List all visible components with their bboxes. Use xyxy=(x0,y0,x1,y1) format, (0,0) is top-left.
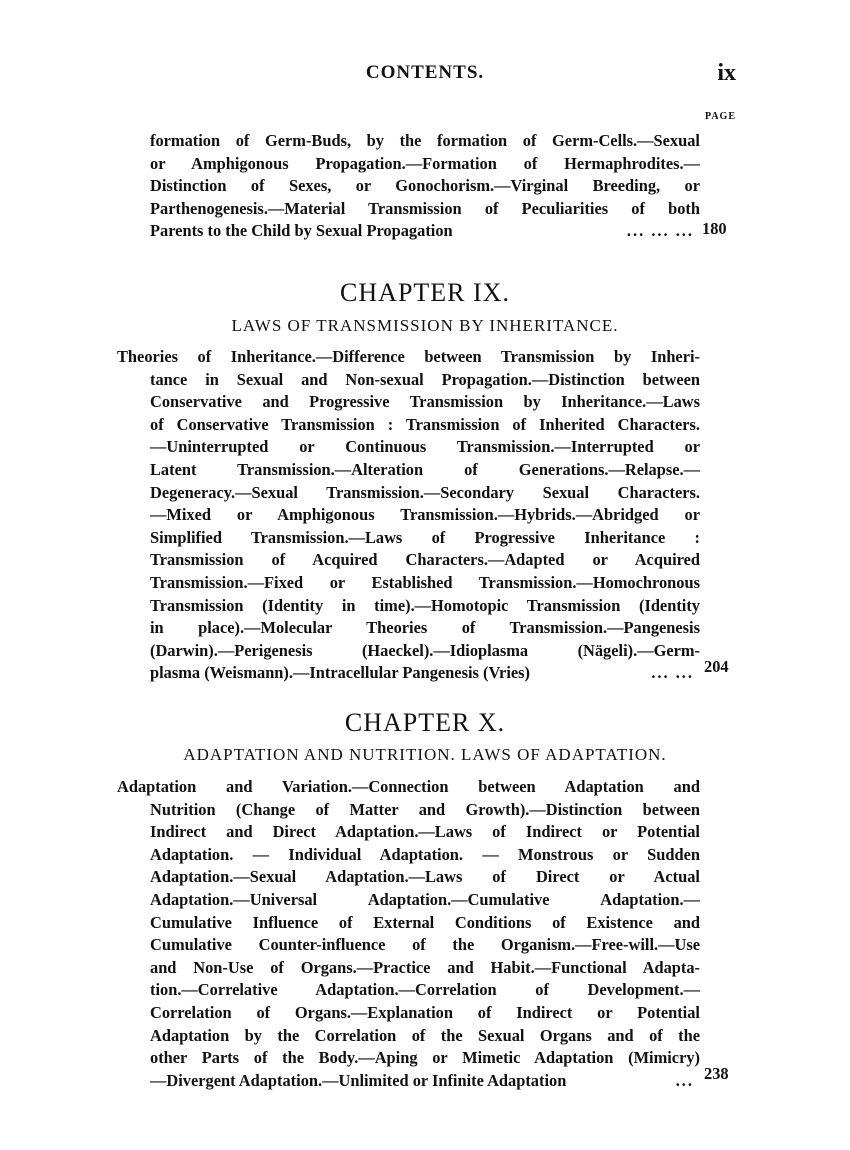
entry-line: Cumulative Counter-influence of the Organism.—Free-will.—Use xyxy=(150,935,700,955)
entry-line: Adaptation by the Correlation of the Sexual Organs and of the xyxy=(150,1025,700,1045)
leader-dots: ... xyxy=(675,1070,694,1090)
entry-line: Correlation of Organs.—Explanation of Indirect or Potential xyxy=(150,1002,700,1022)
entry-line: other Parts of the Body.—Aping or Mimetic Adaptation (Mimicry) xyxy=(150,1048,700,1068)
entry-line: Transmission of Acquired Characters.—Adapted or Acquired xyxy=(150,550,700,570)
entry-line: plasma (Weismann).—Intracellular Pangenesis (Vries) xyxy=(150,663,531,683)
page-reference: 180 xyxy=(702,219,727,238)
page-column-label: PAGE xyxy=(704,111,736,122)
entry-line: Degeneracy.—Sexual Transmission.—Secondary Sexual Characters. xyxy=(150,482,700,502)
entry-line: Adaptation.—Universal Adaptation.—Cumulative Adaptation.— xyxy=(150,889,700,909)
entry-line: tance in Sexual and Non-sexual Propagation.—Distinction between xyxy=(150,369,700,389)
entry-line: Indirect and Direct Adaptation.—Laws of Indirect or Potential xyxy=(150,822,700,842)
contents-entry-chapter-ix xyxy=(117,346,700,685)
chapter-heading: CHAPTER X. xyxy=(344,708,506,737)
entry-line: (Darwin).—Perigenesis (Haeckel).—Idioplasma (Nägeli).—Germ- xyxy=(150,640,700,660)
entry-line: Distinction of Sexes, or Gonochorism.—Virginal Breeding, or xyxy=(150,176,700,196)
running-title: CONTENTS. xyxy=(365,62,485,83)
entry-line: Adaptation and Variation.—Connection between Adaptation and xyxy=(117,777,700,796)
entry-line: —Divergent Adaptation.—Unlimited or Infinite Adaptation xyxy=(150,1070,567,1090)
entry-line: Simplified Transmission.—Laws of Progressive Inheritance : xyxy=(150,527,700,547)
chapter-heading: CHAPTER IX. xyxy=(340,278,510,307)
page-number: ix xyxy=(717,60,736,86)
entry-line: Cumulative Influence of External Conditions of Existence and xyxy=(150,912,700,932)
entry-line: Parents to the Child by Sexual Propagation xyxy=(150,221,453,241)
entry-line: Adaptation.—Sexual Adaptation.—Laws of Direct or Actual xyxy=(150,867,700,887)
entry-line: Transmission.—Fixed or Established Transmission.—Homochronous xyxy=(150,572,700,592)
chapter-title: ADAPTATION AND NUTRITION. LAWS OF ADAPTATION. xyxy=(183,745,667,764)
entry-last-line xyxy=(150,220,700,243)
chapter-title: LAWS OF TRANSMISSION BY INHERITANCE. xyxy=(231,316,619,335)
entry-line: in place).—Molecular Theories of Transmission.—Pangenesis xyxy=(150,618,700,638)
entry-line: Transmission (Identity in time).—Homotopic Transmission (Identity xyxy=(150,595,700,615)
contents-entry-chapter-x xyxy=(117,776,700,1092)
leader-dots: ... ... ... xyxy=(626,221,694,241)
entry-line: formation of Germ-Buds, by the formation of Germ-Cells.—Sexual xyxy=(150,131,700,150)
page-reference: 204 xyxy=(704,657,729,676)
entry-line: or Amphigonous Propagation.—Formation of Hermaphrodites.— xyxy=(150,153,700,173)
entry-last-line xyxy=(150,662,700,685)
entry-line: —Uninterrupted or Continuous Transmission.—Interrupted or xyxy=(150,437,700,457)
entry-last-line xyxy=(150,1070,700,1093)
entry-line: of Conservative Transmission : Transmission of Inherited Characters. xyxy=(150,414,700,434)
contents-entry-continuation xyxy=(150,130,700,243)
entry-line: tion.—Correlative Adaptation.—Correlation of Development.— xyxy=(150,980,700,1000)
page-reference: 238 xyxy=(704,1064,729,1083)
entry-line: Latent Transmission.—Alteration of Generations.—Relapse.— xyxy=(150,459,700,479)
entry-line: Parthenogenesis.—Material Transmission of Peculiarities of both xyxy=(150,198,700,218)
entry-line: Adaptation. — Individual Adaptation. — Monstrous or Sudden xyxy=(150,844,700,864)
entry-line: Nutrition (Change of Matter and Growth).—Distinction between xyxy=(150,799,700,819)
running-head xyxy=(0,62,850,90)
entry-line: and Non-Use of Organs.—Practice and Habit.—Functional Adapta- xyxy=(150,957,700,977)
leader-dots: ... ... xyxy=(651,663,694,683)
entry-line: —Mixed or Amphigonous Transmission.—Hybrids.—Abridged or xyxy=(150,505,700,525)
entry-line: Theories of Inheritance.—Difference between Transmission by Inheri- xyxy=(117,347,700,366)
entry-line: Conservative and Progressive Transmission by Inheritance.—Laws xyxy=(150,392,700,412)
